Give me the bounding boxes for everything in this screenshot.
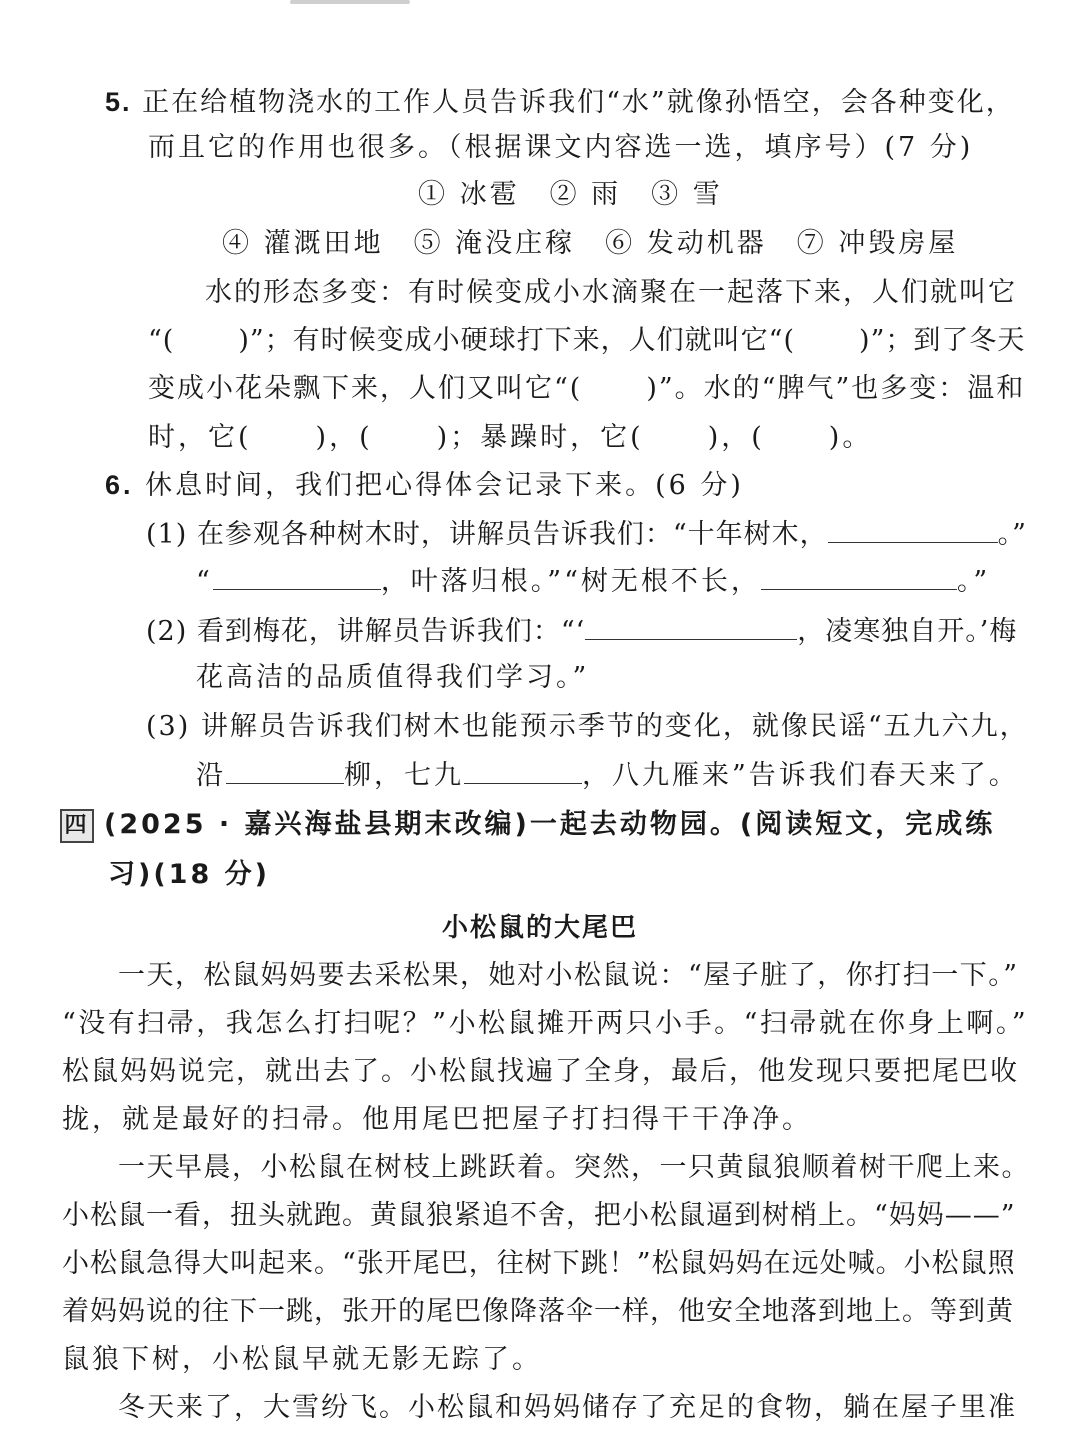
q6-line1 <box>105 467 744 504</box>
scan-mark <box>290 0 410 4</box>
q6-s1-c: “ <box>196 566 213 597</box>
q5-p4-c: )；暴躁时，它( <box>436 422 644 453</box>
q6-s3-b: 沿 <box>196 760 226 791</box>
q5-p2-mid: )”；有时候变成小硬球打下来，人们就叫它“( <box>238 325 796 356</box>
q6-sub2-line2: 花高洁的品质值得我们学习。” <box>196 662 590 693</box>
section-badge: 四 <box>60 809 94 843</box>
q6-s1-a: (1) 在参观各种树木时，讲解员告诉我们：“十年树木， <box>146 519 828 550</box>
q5-p3-open: 变成小花朵飘下来，人们又叫它“( <box>148 373 583 404</box>
story-title: 小松鼠的大尾巴 <box>441 913 638 943</box>
q6-sub1-line1 <box>146 516 1027 553</box>
q6-s1-b: 。” <box>997 519 1027 550</box>
story-line: 一天，松鼠妈妈要去采松果，她对小松鼠说：“屋子脏了，你打扫一下。” <box>118 960 1019 991</box>
q5-options-2: ④ 灌溉田地 ⑤ 淹没庄稼 ⑥ 发动机器 ⑦ 冲毁房屋 <box>222 228 959 259</box>
q5-para-4 <box>148 420 872 456</box>
story-line: 冬天来了，大雪纷飞。小松鼠和妈妈储存了充足的食物，躺在屋子里准 <box>118 1392 1017 1423</box>
q5-p2-end: )”；到了冬天 <box>859 325 1026 356</box>
q5-para-1: 水的形态多变：有时候变成小水滴聚在一起落下来，人们就叫它 <box>205 277 1017 308</box>
answer-blank[interactable] <box>761 563 957 590</box>
q5-p4-e: )。 <box>828 422 873 453</box>
answer-blank[interactable] <box>464 757 582 784</box>
q6-s3-c: 柳，七九 <box>344 760 464 791</box>
q5-number: 5. <box>105 87 132 117</box>
q6-s3-d: ，八九雁来”告诉我们春天来了。 <box>582 760 1019 791</box>
q6-s1-d: ，叶落归根。”“树无根不长， <box>380 566 761 597</box>
answer-blank[interactable] <box>213 563 381 590</box>
answer-blank[interactable] <box>226 757 344 784</box>
answer-blank[interactable] <box>828 516 998 543</box>
story-line: 一天早晨，小松鼠在树枝上跳跃着。突然，一只黄鼠狼顺着树干爬上来。 <box>118 1152 1030 1183</box>
q6-s2-b: ，凌寒独自开。’梅 <box>797 616 1018 647</box>
q5-p4-a: 时，它( <box>148 422 252 453</box>
q6-number: 6. <box>105 470 134 500</box>
q5-para-2 <box>148 323 1025 359</box>
q5-p4-d: )，( <box>707 422 765 453</box>
q6-prompt: 休息时间，我们把心得体会记录下来。(6 分) <box>145 470 744 501</box>
q5-para-3 <box>148 371 1025 407</box>
q5-p3-end: )”。水的“脾气”也多变：温和 <box>646 373 1026 404</box>
story-line: 小松鼠一看，扭头就跑。黄鼠狼紧追不舍，把小松鼠逼到树梢上。“妈妈——” <box>62 1200 1016 1231</box>
section4-title-1: (2025 · 嘉兴海盐县期末改编)一起去动物园。(阅读短文，完成练 <box>104 809 996 840</box>
q5-p4-b: )，( <box>315 422 373 453</box>
story-line: “没有扫帚，我怎么打扫呢？”小松鼠摊开两只小手。“扫帚就在你身上啊。” <box>62 1008 1029 1039</box>
story-line: 小松鼠急得大叫起来。“张开尾巴，往树下跳！”松鼠妈妈在远处喊。小松鼠照 <box>62 1248 1016 1279</box>
story-line: 着妈妈说的往下一跳，张开的尾巴像降落伞一样，他安全地落到地上。等到黄 <box>62 1296 1014 1327</box>
q6-s2-a: (2) 看到梅花，讲解员告诉我们：“‘ <box>146 616 586 647</box>
section4-heading <box>60 807 995 843</box>
q5-prompt-1: 正在给植物浇水的工作人员告诉我们“水”就像孙悟空，会各种变化， <box>142 87 1015 118</box>
answer-blank[interactable] <box>585 613 797 640</box>
story-line: 拢，就是最好的扫帚。他用尾巴把屋子打扫得干干净净。 <box>62 1104 812 1135</box>
q5-p2-open: “( <box>148 325 175 356</box>
q6-sub3-line1: (3) 讲解员告诉我们树木也能预示季节的变化，就像民谣“五九六九， <box>146 711 1029 742</box>
q6-sub3-line2 <box>196 757 1019 794</box>
q5-line1 <box>105 84 1015 121</box>
q5-options-1: ① 冰雹 ② 雨 ③ 雪 <box>418 179 723 210</box>
q6-sub2-line1 <box>146 613 1017 650</box>
q6-sub1-line2 <box>196 563 990 600</box>
story-line: 松鼠妈妈说完，就出去了。小松鼠找遍了全身，最后，他发现只要把尾巴收 <box>62 1056 1019 1087</box>
story-line: 鼠狼下树，小松鼠早就无影无踪了。 <box>62 1344 542 1375</box>
q5-line2: 而且它的作用也很多。（根据课文内容选一选，填序号）(7 分) <box>148 132 974 163</box>
q6-s1-e: 。” <box>956 566 991 597</box>
section4-title-2: 习)(18 分) <box>108 859 270 890</box>
